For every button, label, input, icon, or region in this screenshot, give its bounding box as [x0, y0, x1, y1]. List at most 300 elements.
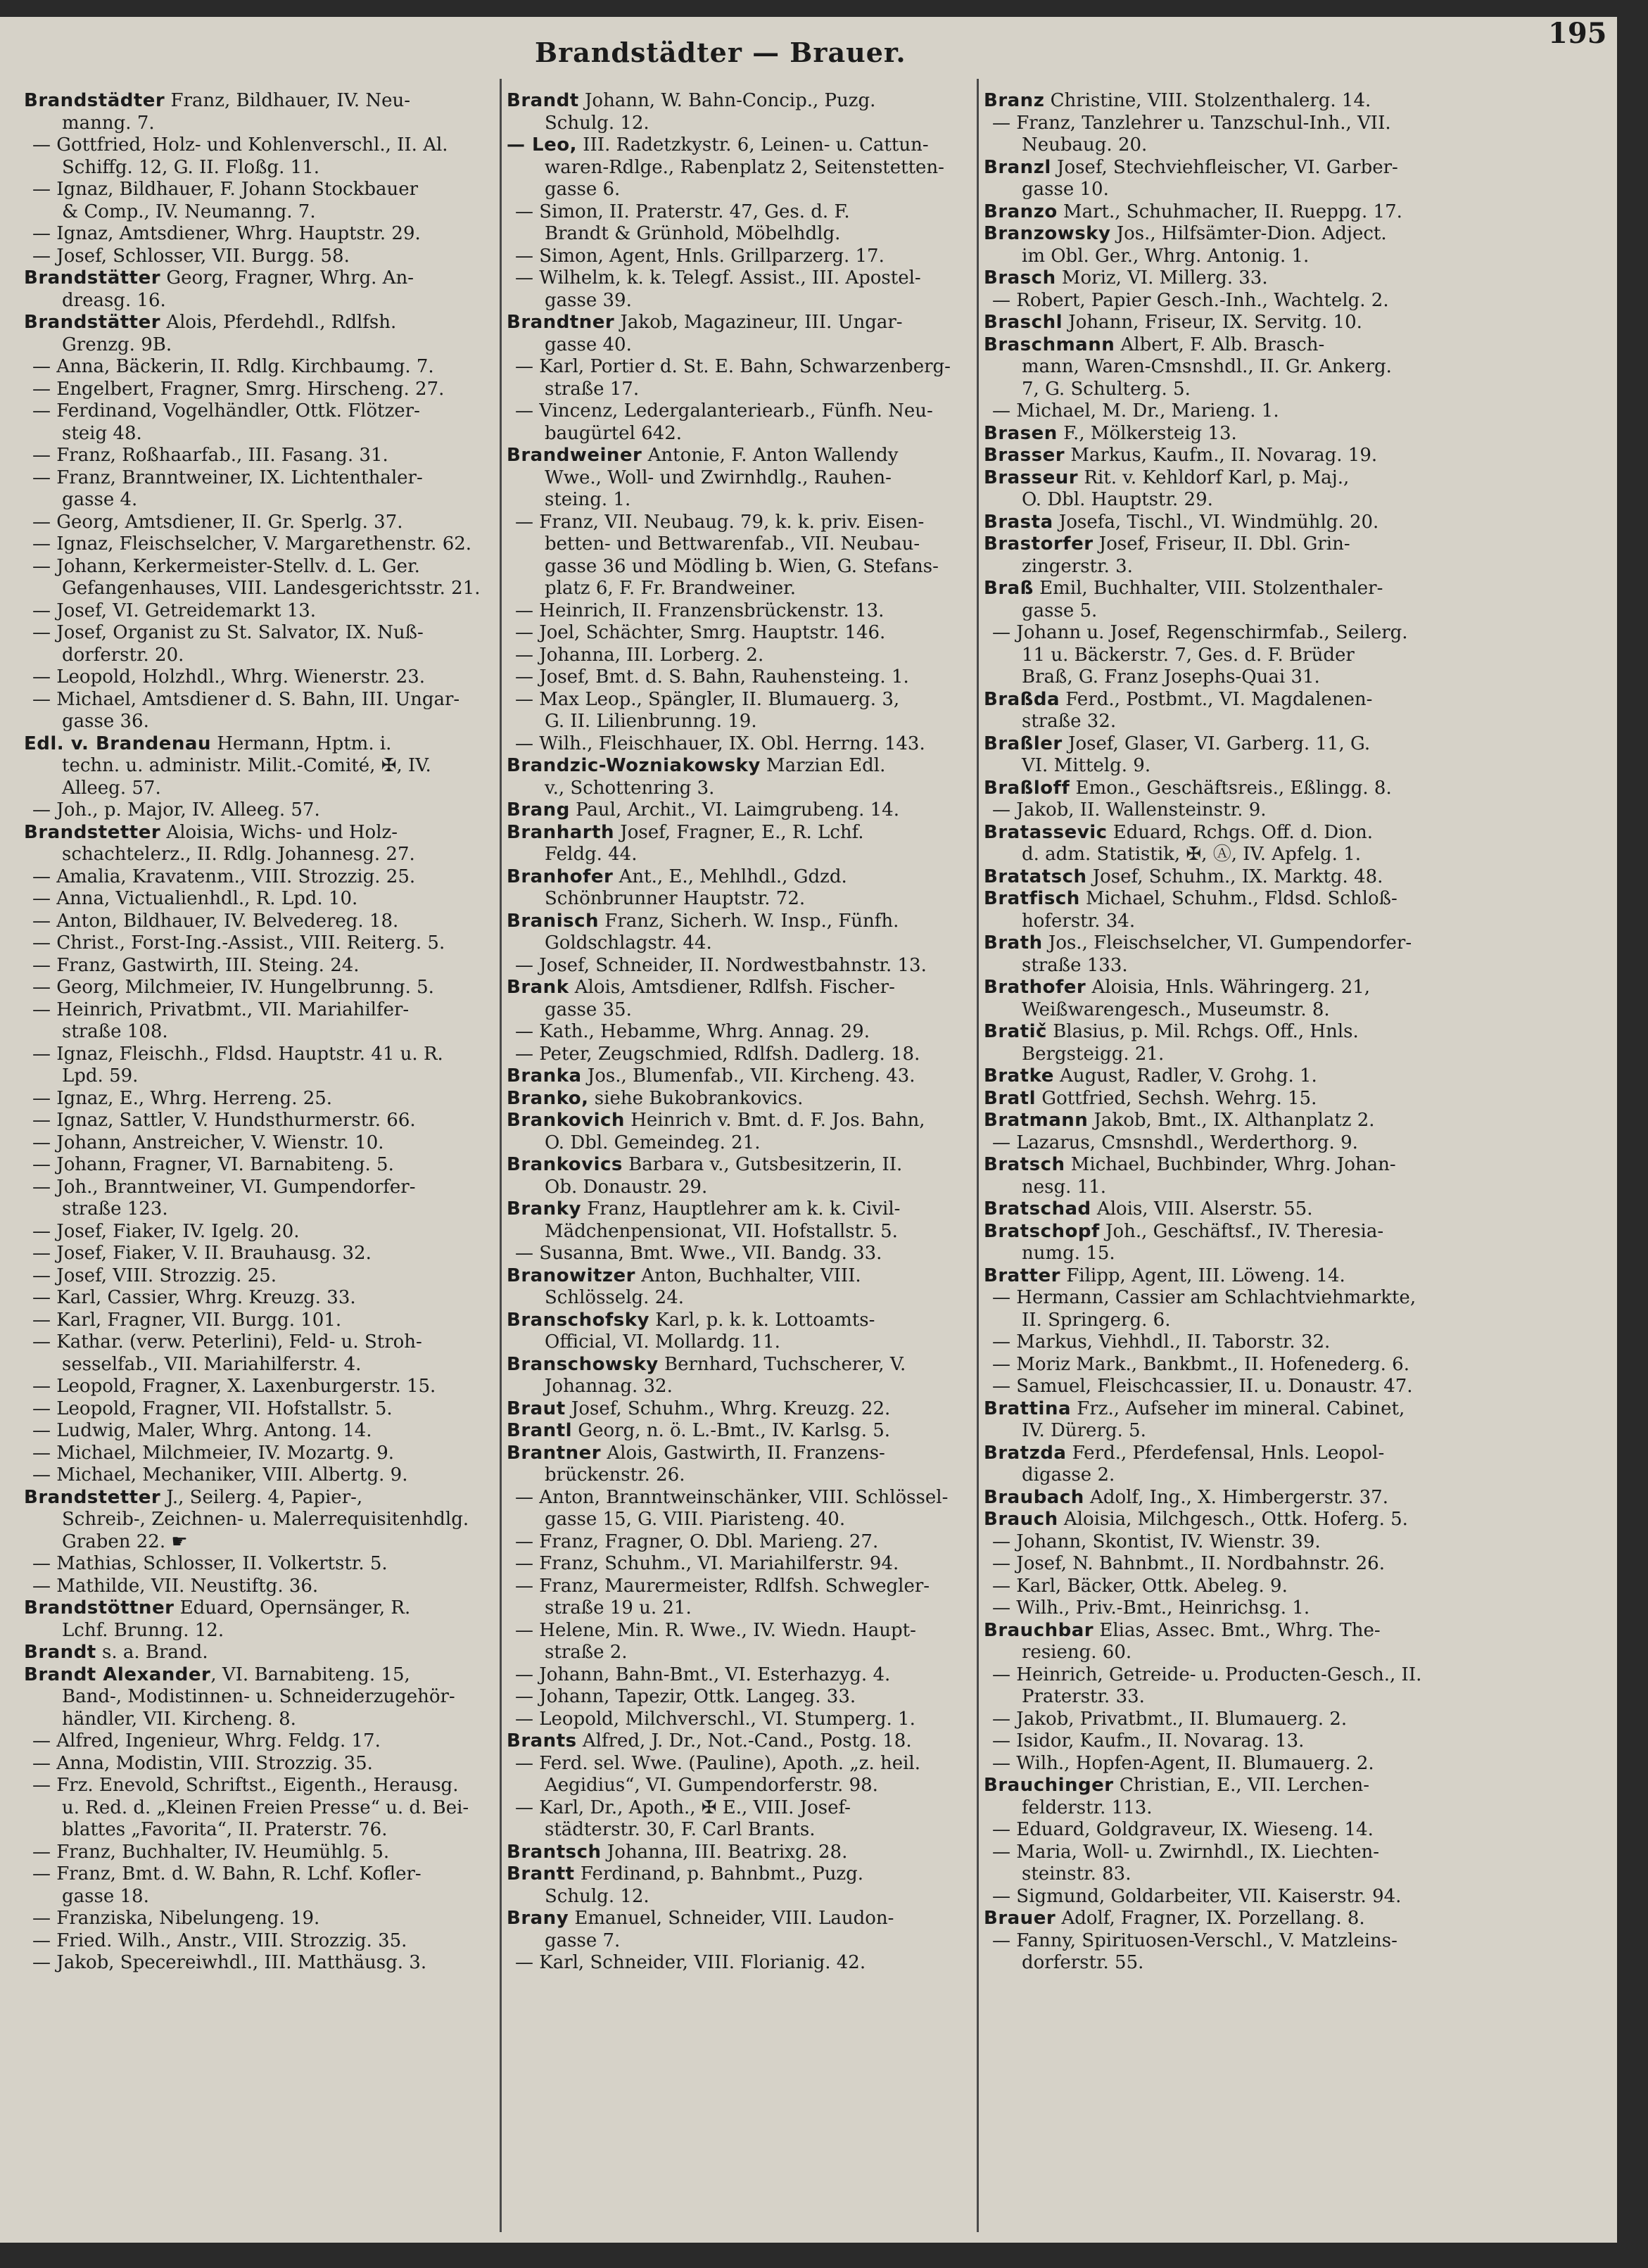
entry-text: Graben 22. ☛	[62, 1531, 188, 1552]
directory-entry-line	[24, 1819, 516, 1842]
scan-border-bottom	[0, 2243, 1648, 2268]
directory-entry-line	[507, 312, 971, 334]
entry-headword: Braubach	[984, 1486, 1084, 1508]
directory-entry-line	[984, 689, 1462, 711]
entry-headword: Braßloff	[984, 777, 1070, 799]
entry-text: nesg. 11.	[1022, 1176, 1106, 1198]
entry-text: Grenzg. 9B.	[62, 334, 172, 355]
entry-text: — Ignaz, Fleischselcher, V. Margarethenstr. 62.	[32, 533, 472, 555]
entry-text: — Eduard, Goldgraveur, IX. Wieseng. 14.	[992, 1819, 1374, 1840]
entry-text: — Frz. Enevold, Schriftst., Eigenth., Herausg.	[32, 1775, 459, 1796]
entry-text: Alfred, J. Dr., Not.-Cand., Postg. 18.	[576, 1730, 912, 1751]
entry-text: — Mathias, Schlosser, II. Volkertstr. 5.	[32, 1553, 388, 1574]
directory-entry-line	[507, 445, 971, 467]
entry-text: — Kathar. (verw. Peterlini), Feld- u. Stroh-	[32, 1331, 422, 1352]
directory-entry-line	[507, 113, 971, 135]
directory-entry-line	[24, 799, 516, 822]
entry-text: Mart., Schuhmacher, II. Rueppg. 17.	[1057, 201, 1402, 222]
entry-text: — Anton, Branntweinschänker, VIII. Schlössel-	[515, 1486, 949, 1508]
directory-entry-line	[24, 445, 516, 467]
entry-text: Emil, Buchhalter, VIII. Stolzenthaler-	[1033, 578, 1383, 599]
entry-text: gasse 36 und Mödling b. Wien, G. Stefans-	[545, 555, 939, 577]
entry-text: — Fried. Wilh., Anstr., VIII. Strozzig. 35.	[32, 1930, 407, 1951]
directory-entry-line	[984, 622, 1462, 645]
directory-entry-line	[24, 223, 516, 246]
entry-text: — Franziska, Nibelungeng. 19.	[32, 1908, 320, 1929]
directory-entry-line	[24, 489, 516, 512]
directory-entry-line	[984, 1088, 1462, 1110]
entry-text: Josef, Schuhm., Whrg. Kreuzg. 22.	[565, 1398, 891, 1419]
directory-entry-line	[507, 1154, 971, 1177]
directory-entry-line	[507, 1509, 971, 1531]
entry-text: Franz, Hauptlehrer am k. k. Civil-	[581, 1198, 901, 1219]
entry-text: Josef, Glaser, VI. Garberg. 11, G.	[1062, 733, 1371, 754]
directory-entry-line	[984, 1464, 1462, 1487]
entry-headword: Branharth	[507, 821, 615, 843]
entry-headword: Brattina	[984, 1398, 1072, 1419]
entry-text: — Vincenz, Ledergalanteriearb., Fünfh. Neu-	[515, 400, 933, 422]
directory-entry-line	[507, 1177, 971, 1199]
entry-headword: Branisch	[507, 910, 600, 932]
directory-entry-line	[24, 201, 516, 224]
directory-entry-line	[984, 1154, 1462, 1177]
directory-entry-line	[984, 1398, 1462, 1421]
entry-text: gasse 7.	[545, 1930, 621, 1951]
directory-entry-line	[507, 134, 971, 157]
entry-text: — Josef, Schlosser, VII. Burgg. 58.	[32, 245, 350, 267]
entry-text: Josef, Fragner, E., R. Lchf.	[614, 821, 864, 843]
directory-entry-line	[507, 1287, 971, 1310]
entry-text: Aloisia, Milchgesch., Ottk. Hoferg. 5.	[1058, 1509, 1408, 1530]
directory-entry-line	[984, 134, 1462, 157]
directory-entry-line	[507, 666, 971, 689]
directory-entry-line	[507, 645, 971, 667]
directory-entry-line	[984, 179, 1462, 201]
entry-text: — Maria, Woll- u. Zwirnhdl., IX. Liechten-	[992, 1841, 1379, 1863]
entry-headword: Brandt	[507, 90, 579, 111]
directory-entry-line	[984, 977, 1462, 999]
entry-text: — Josef, Bmt. d. S. Bahn, Rauhensteing. 1.	[515, 666, 909, 688]
directory-entry-line	[24, 467, 516, 490]
entry-text: Blasius, p. Mil. Rchgs. Off., Hnls.	[1046, 1021, 1359, 1042]
entry-headword: Brasch	[984, 267, 1056, 289]
entry-text: — Johann, Fragner, VI. Barnabiteng. 5.	[32, 1154, 394, 1175]
entry-text: — Max Leop., Spängler, II. Blumauerg. 3,	[515, 688, 900, 710]
directory-entry-line	[984, 467, 1462, 490]
directory-entry-line	[984, 1509, 1462, 1531]
entry-text: — Markus, Viehhdl., II. Taborstr. 32.	[992, 1331, 1331, 1352]
directory-entry-line	[24, 1730, 516, 1753]
entry-text: — Franz, Branntweiner, IX. Lichtenthaler-	[32, 467, 423, 488]
entry-text: — Mathilde, VII. Neustiftg. 36.	[32, 1575, 319, 1597]
entry-text: Christian, E., VII. Lerchen-	[1113, 1775, 1370, 1796]
entry-text: August, Radler, V. Grohg. 1.	[1053, 1065, 1317, 1087]
entry-text: Karl, p. k. k. Lottoamts-	[649, 1309, 875, 1331]
entry-text: straße 108.	[62, 1021, 168, 1042]
directory-entry-line	[984, 711, 1462, 733]
entry-text: — Jakob, Privatbmt., II. Blumauerg. 2.	[992, 1708, 1348, 1730]
entry-headword: Braßda	[984, 688, 1060, 710]
directory-entry-line	[984, 932, 1462, 955]
entry-text: steinstr. 83.	[1022, 1863, 1132, 1884]
directory-entry-line	[507, 1398, 971, 1421]
entry-text: — Karl, Bäcker, Ottk. Abeleg. 9.	[992, 1575, 1288, 1597]
directory-entry-line	[507, 512, 971, 534]
entry-text: Alleeg. 57.	[62, 777, 161, 799]
directory-entry-line	[24, 1930, 516, 1953]
entry-text: Jos., Blumenfab., VII. Kircheng. 43.	[581, 1065, 915, 1087]
entry-text: Alois, VIII. Alserstr. 55.	[1091, 1198, 1313, 1219]
directory-entry-line	[984, 90, 1462, 113]
entry-text: Aloisia, Hnls. Währingerg. 21,	[1086, 977, 1371, 998]
directory-entry-line	[984, 556, 1462, 578]
entry-text: städterstr. 30, F. Carl Brants.	[545, 1819, 816, 1840]
entry-text: platz 6, F. Fr. Brandweiner.	[545, 578, 796, 599]
entry-text: straße 32.	[1022, 711, 1117, 732]
entry-text: — Ignaz, Sattler, V. Hundsthurmerstr. 66.	[32, 1110, 416, 1131]
directory-column-2	[507, 90, 971, 1975]
directory-entry-line	[24, 1354, 516, 1376]
entry-text: Heinrich v. Bmt. d. F. Jos. Bahn,	[624, 1110, 925, 1131]
directory-entry-line	[24, 1420, 516, 1443]
entry-text: Michael, Schuhm., Fldsd. Schloß-	[1079, 888, 1397, 909]
entry-headword: Brauchbar	[984, 1619, 1094, 1641]
directory-entry-line	[507, 844, 971, 866]
entry-text: Georg, Fragner, Whrg. An-	[160, 267, 414, 289]
directory-entry-line	[984, 1044, 1462, 1066]
directory-entry-line	[507, 379, 971, 401]
entry-text: gasse 36.	[62, 711, 149, 732]
scan-border-top	[0, 0, 1648, 17]
entry-text: — Alfred, Ingenieur, Whrg. Feldg. 17.	[32, 1730, 381, 1751]
directory-entry-line	[507, 267, 971, 290]
directory-entry-line	[984, 1065, 1462, 1088]
directory-entry-line	[24, 1620, 516, 1642]
directory-entry-line	[507, 1709, 971, 1731]
directory-entry-line	[24, 512, 516, 534]
directory-entry-line	[24, 1487, 516, 1509]
entry-headword: Braut	[507, 1398, 566, 1419]
directory-entry-line	[984, 1597, 1462, 1620]
entry-text: — Heinrich, Privatbmt., VII. Mariahilfer-	[32, 999, 410, 1020]
directory-entry-line	[24, 844, 516, 866]
entry-text: — Kath., Hebamme, Whrg. Annag. 29.	[515, 1021, 870, 1042]
directory-entry-line	[24, 1310, 516, 1332]
entry-headword: Braschmann	[984, 334, 1115, 355]
directory-entry-line	[984, 1420, 1462, 1443]
directory-entry-line	[507, 578, 971, 600]
directory-entry-line	[507, 778, 971, 800]
entry-text: — Susanna, Bmt. Wwe., VII. Bandg. 33.	[515, 1243, 882, 1264]
directory-entry-line	[507, 755, 971, 778]
entry-headword: Brandzic-Wozniakowsky	[507, 755, 761, 776]
entry-text: — Simon, II. Praterstr. 47, Ges. d. F.	[515, 201, 850, 222]
entry-text: Eduard, Rchgs. Off. d. Dion.	[1107, 821, 1374, 843]
entry-headword: Brasser	[984, 445, 1065, 466]
directory-entry-line	[24, 113, 516, 135]
directory-entry-line	[984, 267, 1462, 290]
directory-entry-line	[24, 1597, 516, 1620]
entry-text: J., Seilerg. 4, Papier-,	[160, 1486, 363, 1508]
entry-text: gasse 18.	[62, 1885, 149, 1907]
entry-text: Ferd., Pferdefensal, Hnls. Leopol-	[1066, 1442, 1385, 1464]
directory-entry-line	[984, 1686, 1462, 1709]
entry-text: — Franz, Tanzlehrer u. Tanzschul-Inh., VII.	[992, 112, 1391, 134]
directory-entry-line	[984, 1198, 1462, 1221]
entry-text: — Anna, Bäckerin, II. Rdlg. Kirchbaumg. 7.	[32, 356, 434, 377]
entry-text: straße 133.	[1022, 954, 1128, 976]
directory-entry-line	[984, 1842, 1462, 1864]
entry-text: — Karl, Portier d. St. E. Bahn, Schwarzenberg-	[515, 356, 951, 377]
entry-headword: Brankovich	[507, 1110, 625, 1131]
directory-entry-line	[984, 955, 1462, 977]
entry-text: F., Mölkersteig 13.	[1057, 422, 1237, 444]
directory-entry-line	[984, 1354, 1462, 1376]
entry-text: Johann, W. Bahn-Concip., Puzg.	[578, 90, 876, 111]
directory-entry-line	[984, 157, 1462, 179]
entry-text: — Franz, Roßhaarfab., III. Fasang. 31.	[32, 445, 388, 466]
directory-entry-line	[984, 400, 1462, 423]
entry-headword: Brasseur	[984, 467, 1079, 488]
entry-text: — Heinrich, Getreide- u. Producten-Gesch., II.	[992, 1664, 1422, 1685]
directory-entry-line	[984, 755, 1462, 778]
directory-entry-line	[507, 1243, 971, 1265]
entry-headword: Branka	[507, 1065, 582, 1087]
entry-text: — Michael, Amtsdiener d. S. Bahn, III. Ungar-	[32, 688, 460, 710]
directory-entry-line	[24, 400, 516, 423]
directory-entry-line	[507, 1819, 971, 1842]
directory-entry-line	[24, 578, 516, 600]
entry-text: Jakob, Bmt., IX. Althanplatz 2.	[1088, 1110, 1375, 1131]
entry-text: — Leopold, Fragner, X. Laxenburgerstr. 15.	[32, 1376, 436, 1397]
entry-text: — Georg, Milchmeier, IV. Hungelbrunng. 5.	[32, 977, 434, 998]
directory-entry-line	[507, 866, 971, 889]
directory-entry-line	[984, 866, 1462, 889]
entry-text: gasse 15, G. VIII. Piaristeng. 40.	[545, 1509, 846, 1530]
entry-headword: Brank	[507, 977, 569, 998]
directory-entry-line	[24, 1287, 516, 1310]
directory-entry-line	[507, 1664, 971, 1687]
entry-text: u. Red. d. „Kleinen Freien Presse“ u. d. Bei-	[62, 1797, 469, 1818]
entry-text: felderstr. 113.	[1022, 1797, 1153, 1818]
directory-entry-line	[24, 1531, 516, 1554]
directory-entry-line	[984, 600, 1462, 623]
directory-entry-line	[984, 888, 1462, 911]
entry-text: Adolf, Ing., X. Himbergerstr. 37.	[1084, 1486, 1388, 1508]
entry-text: Emanuel, Schneider, VIII. Laudon-	[569, 1908, 894, 1929]
entry-text: händler, VII. Kircheng. 8.	[62, 1708, 296, 1730]
entry-text: O. Dbl. Gemeindeg. 21.	[545, 1132, 761, 1153]
directory-entry-line	[507, 1620, 971, 1642]
entry-text: Gottfried, Sechsh. Wehrg. 15.	[1036, 1087, 1317, 1109]
directory-entry-line	[507, 1376, 971, 1398]
entry-text: Alois, Gastwirth, II. Franzens-	[601, 1442, 885, 1464]
entry-text: Moriz, VI. Millerg. 33.	[1056, 267, 1268, 289]
directory-entry-line	[24, 312, 516, 334]
entry-headword: Brauer	[984, 1908, 1056, 1929]
entry-text: Adolf, Fragner, IX. Porzellang. 8.	[1056, 1908, 1365, 1929]
entry-text: Franz, Sicherh. W. Insp., Fünfh.	[599, 910, 899, 932]
directory-entry-line	[24, 1198, 516, 1221]
entry-text: Schlösselg. 24.	[545, 1287, 684, 1308]
directory-column-1	[24, 90, 516, 1975]
directory-entry-line	[984, 1177, 1462, 1199]
directory-entry-line	[507, 1132, 971, 1155]
entry-text: — Wilhelm, k. k. Telegf. Assist., III. Apostel-	[515, 267, 921, 289]
entry-text: Braß, G. Franz Josephs-Quai 31.	[1022, 666, 1320, 688]
entry-text: Schulg. 12.	[545, 1885, 649, 1907]
entry-text: — Anna, Victualienhdl., R. Lpd. 10.	[32, 888, 358, 909]
entry-text: straße 19 u. 21.	[545, 1597, 692, 1618]
directory-entry-line	[507, 556, 971, 578]
directory-entry-line	[507, 334, 971, 357]
directory-entry-line	[24, 356, 516, 379]
directory-entry-line	[984, 334, 1462, 357]
entry-text: — Joel, Schächter, Smrg. Hauptstr. 146.	[515, 622, 886, 643]
entry-text: — Leopold, Milchverschl., VI. Stumperg. 1.	[515, 1708, 915, 1730]
directory-entry-line	[984, 379, 1462, 401]
entry-text: baugürtel 642.	[545, 422, 683, 444]
entry-text: Jakob, Magazineur, III. Ungar-	[614, 312, 903, 333]
entry-text: — Leopold, Holzhdl., Whrg. Wienerstr. 23.	[32, 666, 426, 688]
directory-entry-line	[984, 844, 1462, 866]
directory-entry-line	[984, 1132, 1462, 1155]
entry-text: s. a. Brand.	[96, 1642, 208, 1663]
directory-entry-line	[24, 955, 516, 977]
entry-text: Brandt & Grünhold, Möbelhdlg.	[545, 223, 841, 244]
entry-text: — Joh., p. Major, IV. Alleeg. 57.	[32, 799, 320, 821]
entry-headword: Braß	[984, 578, 1034, 599]
directory-entry-line	[984, 1287, 1462, 1310]
directory-entry-line	[507, 290, 971, 312]
directory-entry-line	[24, 755, 516, 778]
entry-headword: Branowitzer	[507, 1265, 636, 1286]
directory-entry-line	[24, 1908, 516, 1930]
directory-entry-line	[984, 423, 1462, 445]
entry-text: — Leopold, Fragner, VII. Hofstallstr. 5.	[32, 1398, 393, 1419]
entry-text: Josef, Friseur, II. Dbl. Grin-	[1093, 533, 1350, 555]
entry-text: — Josef, N. Bahnbmt., II. Nordbahnstr. 26.	[992, 1553, 1385, 1574]
directory-entry-line	[24, 1376, 516, 1398]
directory-entry-line	[984, 1620, 1462, 1642]
entry-text: Goldschlagstr. 44.	[545, 932, 712, 954]
directory-entry-line	[984, 1664, 1462, 1687]
directory-entry-line	[507, 1863, 971, 1886]
entry-headword: — Leo,	[507, 134, 577, 156]
entry-text: — Jakob, II. Wallensteinstr. 9.	[992, 799, 1267, 821]
directory-entry-line	[24, 379, 516, 401]
entry-text: — Georg, Amtsdiener, II. Gr. Sperlg. 37.	[32, 511, 403, 533]
entry-text: — Michael, M. Dr., Marieng. 1.	[992, 400, 1279, 422]
directory-entry-line	[24, 1177, 516, 1199]
entry-text: — Robert, Papier Gesch.-Inh., Wachtelg. 2.	[992, 289, 1389, 311]
entry-text: — Isidor, Kaufm., II. Novarag. 13.	[992, 1730, 1305, 1751]
directory-entry-line	[984, 1376, 1462, 1398]
entry-text: — Jakob, Specereiwhdl., III. Matthäusg. 3.	[32, 1952, 427, 1973]
directory-entry-line	[24, 999, 516, 1022]
directory-entry-line	[24, 1863, 516, 1886]
directory-entry-line	[507, 223, 971, 246]
entry-text: Schulg. 12.	[545, 112, 649, 134]
entry-text: Schiffg. 12, G. II. Floßg. 11.	[62, 156, 320, 178]
entry-text: Neubaug. 20.	[1022, 134, 1148, 156]
directory-entry-line	[984, 246, 1462, 268]
entry-headword: Brandt Alexander	[24, 1664, 211, 1685]
directory-entry-line	[984, 778, 1462, 800]
entry-text: straße 17.	[545, 378, 640, 400]
directory-entry-line	[984, 1021, 1462, 1044]
entry-headword: Braschl	[984, 312, 1063, 333]
entry-headword: Brandstätter	[24, 267, 161, 289]
directory-entry-line	[984, 223, 1462, 246]
directory-entry-line	[24, 533, 516, 556]
entry-text: — Joh., Branntweiner, VI. Gumpendorfer-	[32, 1176, 416, 1198]
directory-entry-line	[507, 1952, 971, 1975]
entry-text: — Gottfried, Holz- und Kohlenverschl., II. Al.	[32, 134, 448, 156]
entry-text: steing. 1.	[545, 489, 631, 510]
directory-entry-line	[507, 1886, 971, 1908]
directory-entry-line	[507, 799, 971, 822]
entry-text: — Michael, Milchmeier, IV. Mozartg. 9.	[32, 1442, 395, 1464]
entry-text: — Johann u. Josef, Regenschirmfab., Seilerg.	[992, 622, 1408, 643]
entry-text: — Fanny, Spirituosen-Verschl., V. Matzleins-	[992, 1930, 1397, 1951]
entry-text: Ferd., Postbmt., VI. Magdalenen-	[1060, 688, 1373, 710]
directory-entry-line	[984, 1753, 1462, 1775]
directory-entry-line	[24, 1709, 516, 1731]
directory-entry-line	[984, 1487, 1462, 1509]
entry-headword: Branschowsky	[507, 1353, 659, 1375]
directory-entry-line	[24, 822, 516, 844]
directory-entry-line	[507, 1044, 971, 1066]
directory-entry-line	[24, 334, 516, 357]
entry-headword: Brandstetter	[24, 821, 161, 843]
entry-text: Official, VI. Mollardg. 11.	[545, 1331, 780, 1352]
directory-entry-line	[24, 1509, 516, 1531]
entry-text: straße 123.	[62, 1198, 168, 1219]
entry-text: brückenstr. 26.	[545, 1464, 685, 1485]
directory-entry-line	[507, 1597, 971, 1620]
directory-entry-line	[24, 1065, 516, 1088]
directory-entry-line	[507, 733, 971, 756]
entry-text: blattes „Favorita“, II. Praterstr. 76.	[62, 1819, 388, 1840]
directory-entry-line	[24, 1044, 516, 1066]
directory-entry-line	[24, 622, 516, 645]
directory-entry-line	[984, 1952, 1462, 1975]
entry-text: — Josef, VI. Getreidemarkt 13.	[32, 600, 317, 621]
entry-text: Johann, Friseur, IX. Servitg. 10.	[1063, 312, 1362, 333]
directory-entry-line	[24, 977, 516, 999]
entry-text: 7, G. Schulterg. 5.	[1022, 378, 1191, 400]
entry-text: — Wilh., Priv.-Bmt., Heinrichsg. 1.	[992, 1597, 1310, 1618]
entry-text: Weißwarengesch., Museumstr. 8.	[1022, 999, 1330, 1020]
entry-headword: Brantt	[507, 1863, 575, 1884]
entry-text: Markus, Kaufm., II. Novarag. 19.	[1065, 445, 1378, 466]
entry-headword: Bratter	[984, 1265, 1060, 1286]
entry-text: — Ignaz, Amtsdiener, Whrg. Hauptstr. 29.	[32, 223, 421, 244]
entry-text: — Wilh., Hopfen-Agent, II. Blumauerg. 2.	[992, 1752, 1374, 1774]
entry-text: Joh., Geschäftsf., IV. Theresia-	[1099, 1220, 1384, 1242]
directory-entry-line	[24, 888, 516, 911]
directory-entry-line	[984, 1930, 1462, 1953]
directory-entry-line	[507, 955, 971, 977]
directory-entry-line	[24, 556, 516, 578]
entry-headword: Bratke	[984, 1065, 1054, 1087]
directory-entry-line	[24, 246, 516, 268]
entry-text: betten- und Bettwarenfab., VII. Neubau-	[545, 533, 920, 555]
entry-headword: Brandt	[24, 1642, 96, 1663]
directory-entry-line	[507, 201, 971, 224]
directory-entry-line	[507, 467, 971, 490]
